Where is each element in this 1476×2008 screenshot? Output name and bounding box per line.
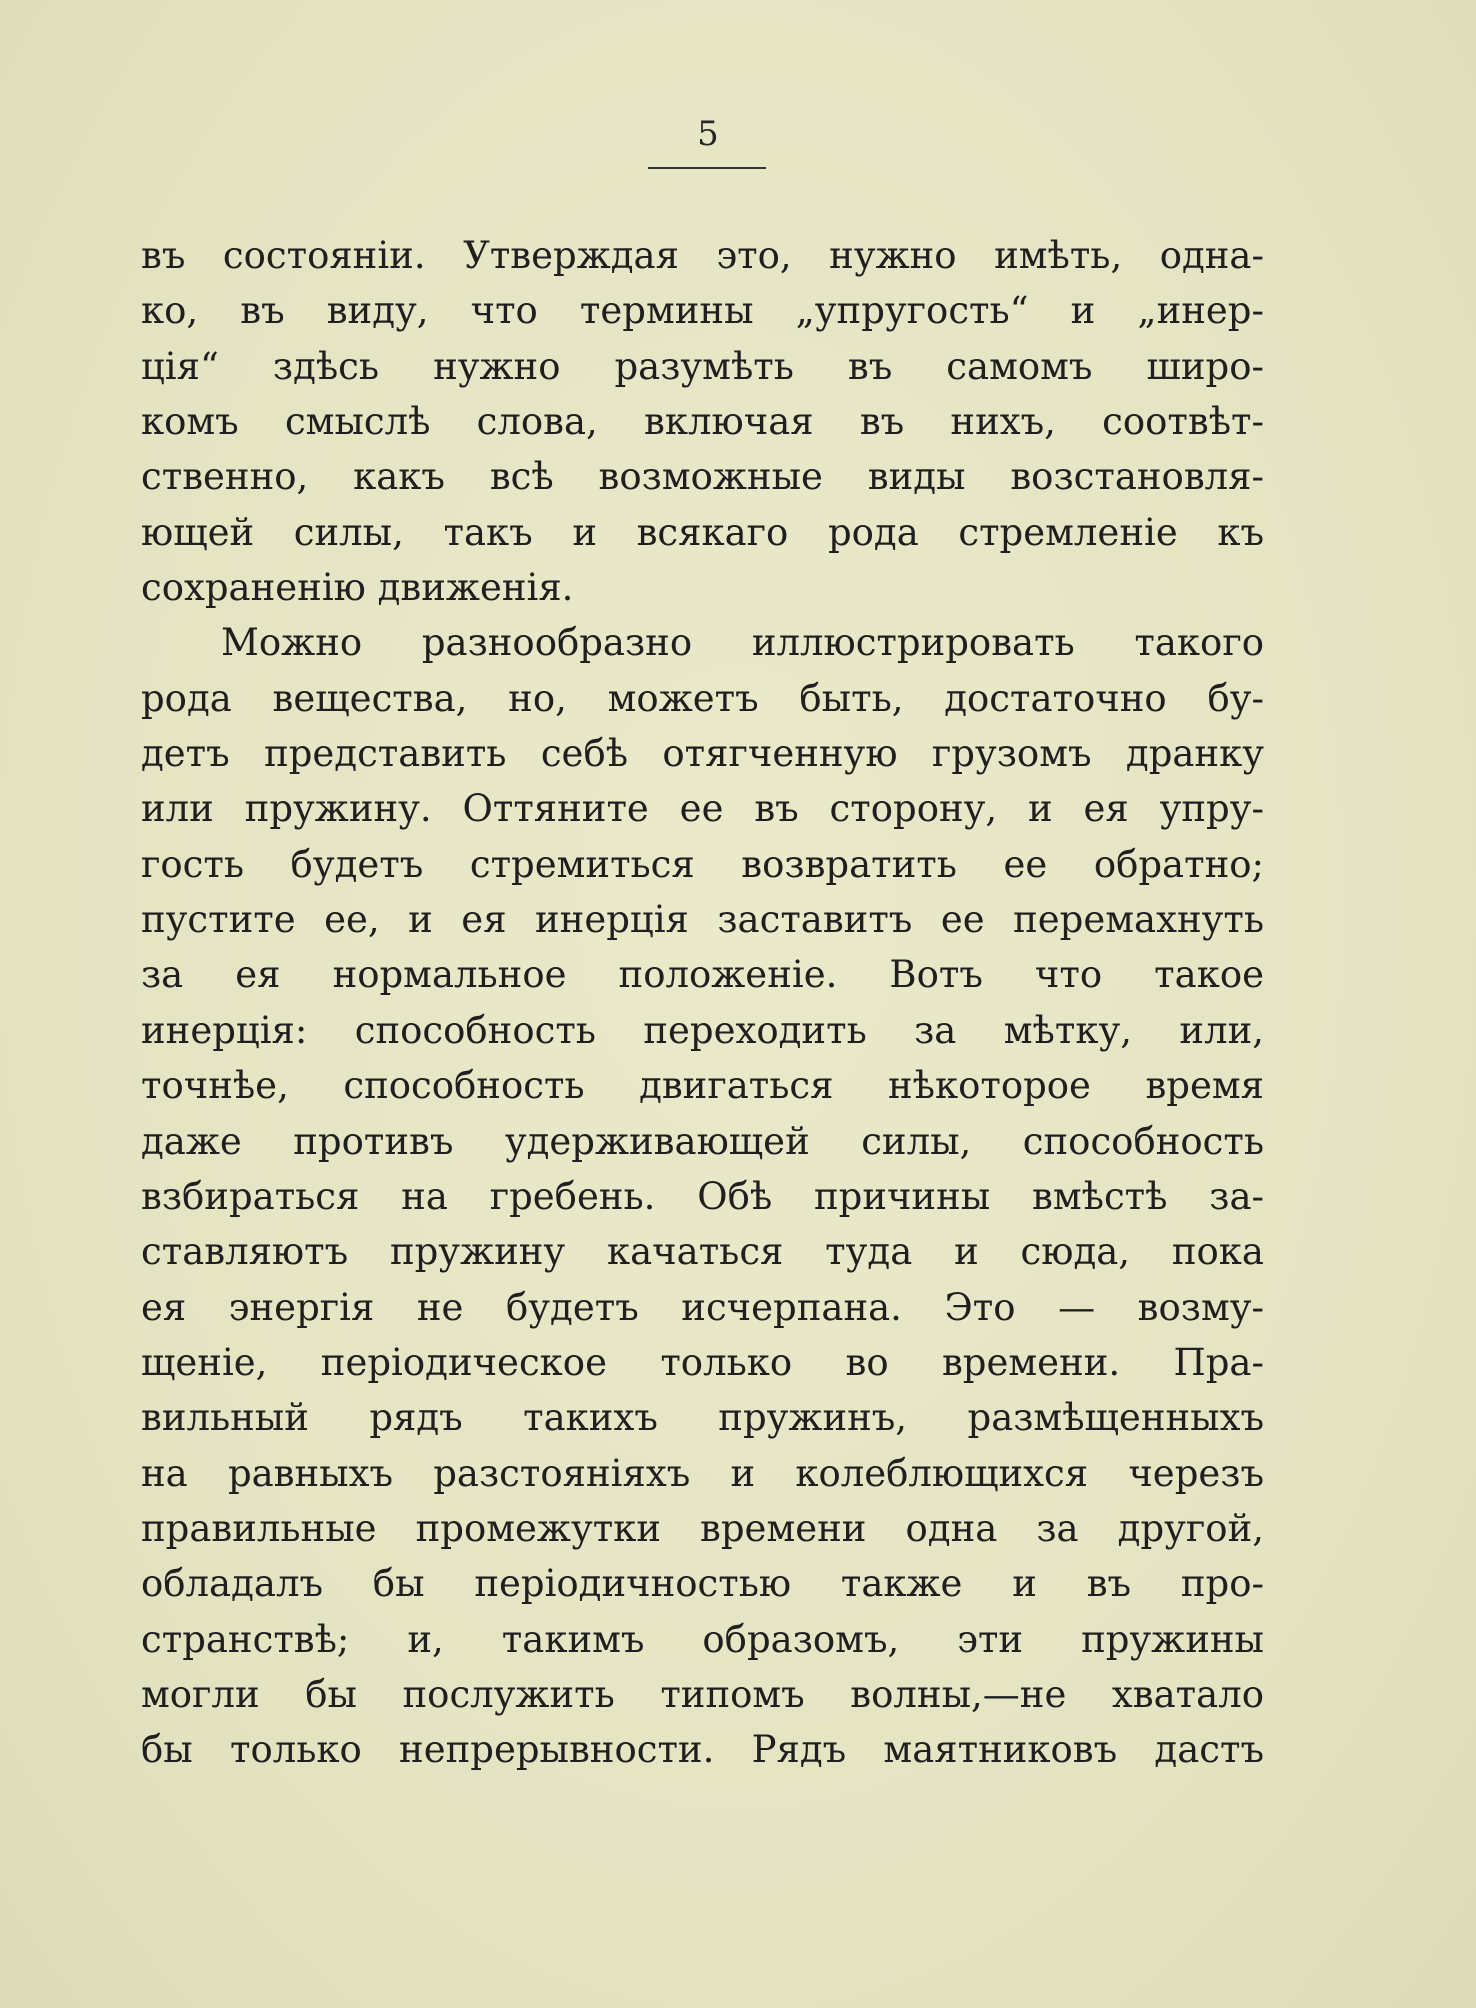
body-text bbox=[141, 228, 1264, 1999]
text-line: Можно разнообразно иллюстрировать такого bbox=[221, 621, 1264, 665]
text-line: рода вещества, но, можетъ быть, достаточно бу- bbox=[141, 676, 1264, 720]
text-line: вильный рядъ такихъ пружинъ, размѣщенныхъ bbox=[141, 1396, 1264, 1440]
text-line bbox=[141, 1778, 1264, 1833]
text-line bbox=[141, 1944, 1264, 1999]
text-line: на равныхъ разстояніяхъ и колеблющихся черезъ bbox=[141, 1451, 1264, 1495]
text-line: бы только непрерывности. Рядъ маятниковъ дастъ bbox=[141, 1728, 1264, 1772]
text-line: пустите ее, и ея инерція заставитъ ее перемахнуть bbox=[141, 898, 1264, 942]
header-rule bbox=[648, 167, 766, 169]
text-line: детъ представить себѣ отягченную грузомъ дранку bbox=[141, 732, 1264, 776]
text-line: ющей силы, такъ и всякаго рода стремленіе къ bbox=[141, 510, 1264, 554]
text-line: за ея нормальное положеніе. Вотъ что такое bbox=[141, 953, 1264, 997]
paragraph bbox=[141, 615, 1264, 1999]
text-line: обладалъ бы періодичностью также и въ про- bbox=[141, 1562, 1264, 1606]
text-line bbox=[141, 1833, 1264, 1888]
text-line: могли бы послужить типомъ волны,—не хватало bbox=[141, 1672, 1264, 1716]
text-line: въ состояніи. Утверждая это, нужно имѣть, одна- bbox=[141, 234, 1264, 277]
text-line: ція“ здѣсь нужно разумѣть въ самомъ широ- bbox=[141, 344, 1264, 388]
text-line: правильные промежутки времени одна за другой, bbox=[141, 1506, 1264, 1550]
text-line: ственно, какъ всѣ возможные виды возстановля- bbox=[141, 455, 1264, 499]
text-line: ея энергія не будетъ исчерпана. Это — возму- bbox=[141, 1285, 1264, 1329]
text-line: щеніе, періодическое только во времени. Пра- bbox=[141, 1340, 1264, 1384]
text-line: сохраненію движенія. bbox=[141, 566, 574, 610]
text-line: комъ смыслѣ слова, включая въ нихъ, соотвѣт- bbox=[141, 400, 1264, 444]
text-line: взбираться на гребень. Обѣ причины вмѣстѣ за- bbox=[141, 1174, 1264, 1218]
text-line: гость будетъ стремиться возвратить ее обратно; bbox=[141, 842, 1264, 886]
text-line bbox=[141, 1888, 1264, 1943]
text-line: ко, въ виду, что термины „упругость“ и „инер- bbox=[141, 289, 1264, 333]
text-line: ставляютъ пружину качаться туда и сюда, пока bbox=[141, 1230, 1264, 1274]
text-line: странствѣ; и, такимъ образомъ, эти пружины bbox=[141, 1617, 1264, 1661]
text-line: инерція: способность переходить за мѣтку, или, bbox=[141, 1008, 1264, 1052]
page-number: 5 bbox=[697, 114, 719, 154]
text-line: или пружину. Оттяните ее въ сторону, и ея упру- bbox=[141, 787, 1264, 831]
text-line: даже противъ удерживающей силы, способность bbox=[141, 1119, 1264, 1163]
paragraph bbox=[141, 228, 1264, 615]
text-line: точнѣе, способность двигаться нѣкоторое время bbox=[141, 1064, 1264, 1108]
